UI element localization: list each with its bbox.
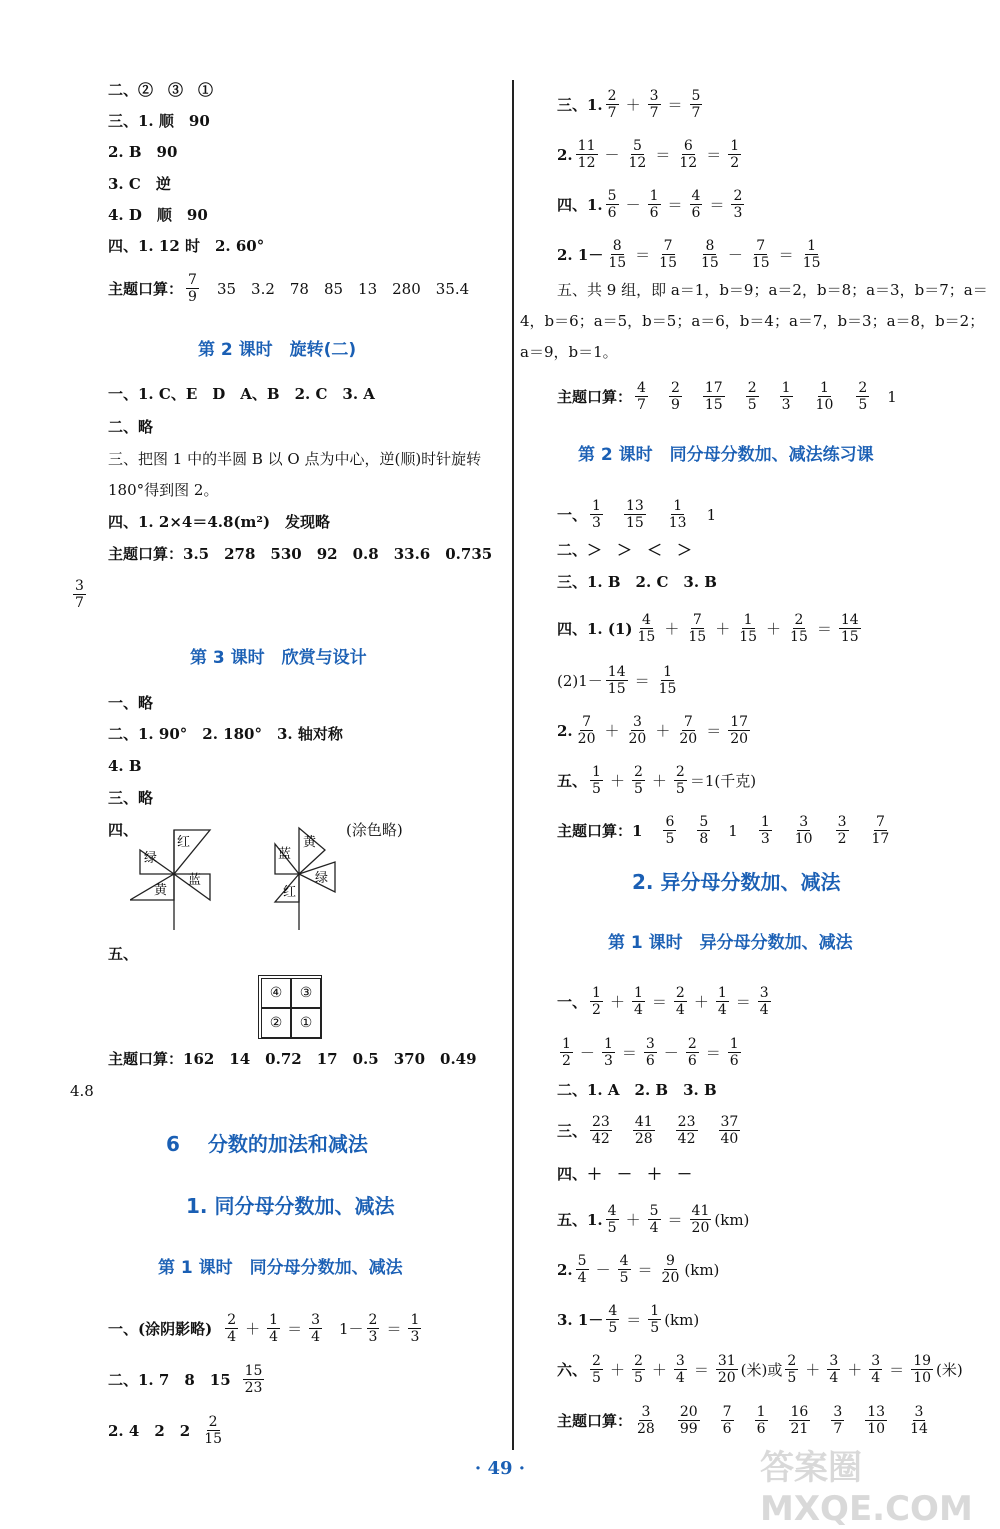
mental-math-line: 主题口算：1 $\frac{6}{5}$ $\frac{5}{8}$ 1 $\frac{1}{3}$ $\frac{3}{10}$ $\frac{3}{2}$ $\frac{7}{17}$ [557, 814, 890, 847]
answer-line: 一、(涂阴影略) $\frac{2}{4}$ ＋ $\frac{1}{4}$ ＝ $\frac{3}{4}$ 1－ $\frac{2}{3}$ ＝ $\frac{1}{3}$ [108, 1312, 420, 1345]
mental-math-line: 主题口算：3.5 278 530 92 0.8 33.6 0.735 [108, 545, 493, 563]
lesson-heading: 第 3 课时 欣赏与设计 [190, 648, 367, 668]
grid-cell: ① [291, 1008, 321, 1038]
answer-line: 2. $\frac{11}{12}$ － $\frac{5}{12}$ ＝ $\frac{6}{12}$ ＝ $\frac{1}{2}$ [557, 138, 740, 171]
answer-line: 三、把图 1 中的半圆 B 以 O 点为中心，逆(顺)时针旋转 [108, 450, 482, 468]
answer-line: 二、② ③ ① [108, 81, 214, 99]
lesson-heading: 第 2 课时 同分母分数加、减法练习课 [578, 445, 874, 465]
lesson-heading: 第 1 课时 同分母分数加、减法 [158, 1258, 403, 1278]
lesson-heading: 第 2 课时 旋转(二) [198, 340, 357, 360]
answer-line: 五、共 9 组，即 a＝1，b＝9；a＝2，b＝8；a＝3，b＝7；a＝ [557, 281, 988, 299]
pinwheel-label: 绿 [144, 851, 158, 866]
answer-line: 五、 $\frac{1}{5}$ ＋ $\frac{2}{5}$ ＋ $\frac{2}{5}$ ＝1(千克) [557, 764, 757, 797]
section-heading: 1. 同分母分数加、减法 [186, 1194, 395, 1218]
answer-line: 4，b＝6；a＝5，b＝5；a＝6，b＝4；a＝7，b＝3；a＝8，b＝2； [520, 312, 985, 330]
answer-line: 3. 1－ $\frac{4}{5}$ ＝ $\frac{1}{5}$ (km) [557, 1303, 700, 1336]
answer-line: 三、 $\frac{23}{42}$ $\frac{41}{28}$ $\frac{23}{42}$ $\frac{37}{40}$ [557, 1114, 739, 1147]
answer-line: 2. B 90 [108, 143, 178, 161]
answer-line: 二、1. 7 8 15 $\frac{15}{23}$ [108, 1363, 263, 1396]
answer-line: 三、1. $\frac{2}{7}$ ＋ $\frac{3}{7}$ ＝ $\frac{5}{7}$ [557, 88, 701, 121]
pinwheel-label: 绿 [315, 871, 329, 886]
answer-line: 六、 $\frac{2}{5}$ ＋ $\frac{2}{5}$ ＋ $\frac{3}{4}$ ＝ $\frac{31}{20}$ (米)或 $\frac{2}{5}$ ＋ $\frac{3}{4}$ ＋ $\frac{3}{4}$ ＝ $\frac{19}{10}$ (米) [557, 1353, 963, 1386]
answer-line: 四、1. (1) $\frac{4}{15}$ ＋ $\frac{7}{15}$ ＋ $\frac{1}{15}$ ＋ $\frac{2}{15}$ ＝ $\frac{14}{15}$ [557, 612, 859, 645]
answer-line: 四、 [108, 821, 139, 839]
mental-math-line: 主题口算： $\frac{3}{28}$ $\frac{20}{99}$ $\frac{7}{6}$ $\frac{1}{6}$ $\frac{16}{21}$ $\frac{3}{7}$ $\frac{13}{10}$ $\frac{3}{14}$ [557, 1404, 928, 1437]
answer-line: 一、 $\frac{1}{2}$ ＋ $\frac{1}{4}$ ＝ $\frac{2}{4}$ ＋ $\frac{1}{4}$ ＝ $\frac{3}{4}$ [557, 985, 769, 1018]
chapter-heading: 6 分数的加法和减法 [166, 1132, 368, 1156]
answer-line: 三、1. B 2. C 3. B [557, 573, 717, 591]
answer-line: (2)1－ $\frac{14}{15}$ ＝ $\frac{1}{15}$ [557, 664, 677, 697]
mental-math-line: 主题口算：162 14 0.72 17 0.5 370 0.49 [108, 1050, 477, 1068]
answer-line: 4. D 顺 90 [108, 206, 208, 224]
answer-line: 二、＞ ＞ ＜ ＞ [557, 541, 693, 559]
watermark: 答案圈 MXQE.COM [760, 1448, 973, 1529]
answer-line: 四、1. 12 时 2. 60° [108, 237, 265, 255]
pinwheel-diagram [130, 822, 220, 932]
answer-line: 一、1. C、E D A、B 2. C 3. A [108, 385, 375, 403]
pinwheel-label: 红 [177, 835, 191, 850]
answer-line: 五、 [108, 945, 139, 963]
answer-line: 二、略 [108, 418, 154, 436]
pinwheel-label: 黄 [154, 883, 168, 898]
answer-line: 三、略 [108, 789, 154, 807]
answer-line: 4.8 [70, 1082, 94, 1100]
answer-line: 2. $\frac{7}{20}$ ＋ $\frac{3}{20}$ ＋ $\frac{7}{20}$ ＝ $\frac{17}{20}$ [557, 714, 749, 747]
answer-line: a＝9，b＝1。 [520, 343, 618, 361]
mental-math-line: 主题口算： $\frac{7}{9}$ 35 3.2 78 85 13 280 35.4 [108, 272, 470, 305]
answer-line: 3. C 逆 [108, 175, 171, 193]
answer-line: 一、略 [108, 694, 154, 712]
answer-line: 2. 4 2 2 $\frac{2}{15}$ [108, 1414, 223, 1447]
pinwheel-label: 蓝 [188, 873, 202, 888]
answer-line: 四、＋ － ＋ － [557, 1165, 693, 1183]
answer-line: 一、 $\frac{1}{3}$ $\frac{13}{15}$ $\frac{1}{13}$ 1 [557, 498, 717, 531]
answer-line: 180°得到图 2。 [108, 481, 219, 499]
section-heading: 2. 异分母分数加、减法 [632, 870, 841, 894]
answer-line: 四、1. $\frac{5}{6}$ － $\frac{1}{6}$ ＝ $\frac{4}{6}$ ＝ $\frac{2}{3}$ [557, 188, 743, 221]
mental-math-line: 主题口算： $\frac{4}{7}$ $\frac{2}{9}$ $\frac{17}{15}$ $\frac{2}{5}$ $\frac{1}{3}$ $\frac{1}{10}$ $\frac{2}{5}$ 1 [557, 380, 897, 413]
answer-line: 二、1. A 2. B 3. B [557, 1081, 717, 1099]
grid-cell: ③ [291, 978, 321, 1008]
answer-line: $\frac{1}{2}$ － $\frac{1}{3}$ ＝ $\frac{3}{6}$ － $\frac{2}{6}$ ＝ $\frac{1}{6}$ [562, 1036, 739, 1069]
column-divider [512, 80, 514, 1450]
fraction: $\frac{3}{7}$ [75, 578, 84, 611]
answer-line: 2. 1－ $\frac{8}{15}$ ＝ $\frac{7}{15}$ $\frac{8}{15}$ － $\frac{7}{15}$ ＝ $\frac{1}{15}$ [557, 238, 821, 271]
note: (涂色略) [346, 821, 403, 839]
pinwheel-diagram [265, 822, 355, 932]
pinwheel-label: 红 [283, 885, 297, 900]
answer-line: 五、1. $\frac{4}{5}$ ＋ $\frac{5}{4}$ ＝ $\frac{41}{20}$ (km) [557, 1203, 750, 1236]
pinwheel-label: 黄 [303, 835, 317, 850]
quadrant-grid [258, 975, 322, 1039]
grid-cell: ② [261, 1008, 291, 1038]
page-number: · 49 · [474, 1458, 526, 1479]
grid-cell: ④ [261, 978, 291, 1008]
answer-line: 三、1. 顺 90 [108, 112, 210, 130]
lesson-heading: 第 1 课时 异分母分数加、减法 [608, 933, 853, 953]
answer-line: 四、1. 2×4＝4.8(m²) 发现略 [108, 513, 331, 531]
pinwheel-label: 蓝 [278, 847, 292, 862]
answer-line: 2. $\frac{5}{4}$ － $\frac{4}{5}$ ＝ $\frac{9}{20}$ (km) [557, 1253, 720, 1286]
answer-line: 二、1. 90° 2. 180° 3. 轴对称 [108, 725, 343, 743]
answer-line: 4. B [108, 757, 142, 775]
